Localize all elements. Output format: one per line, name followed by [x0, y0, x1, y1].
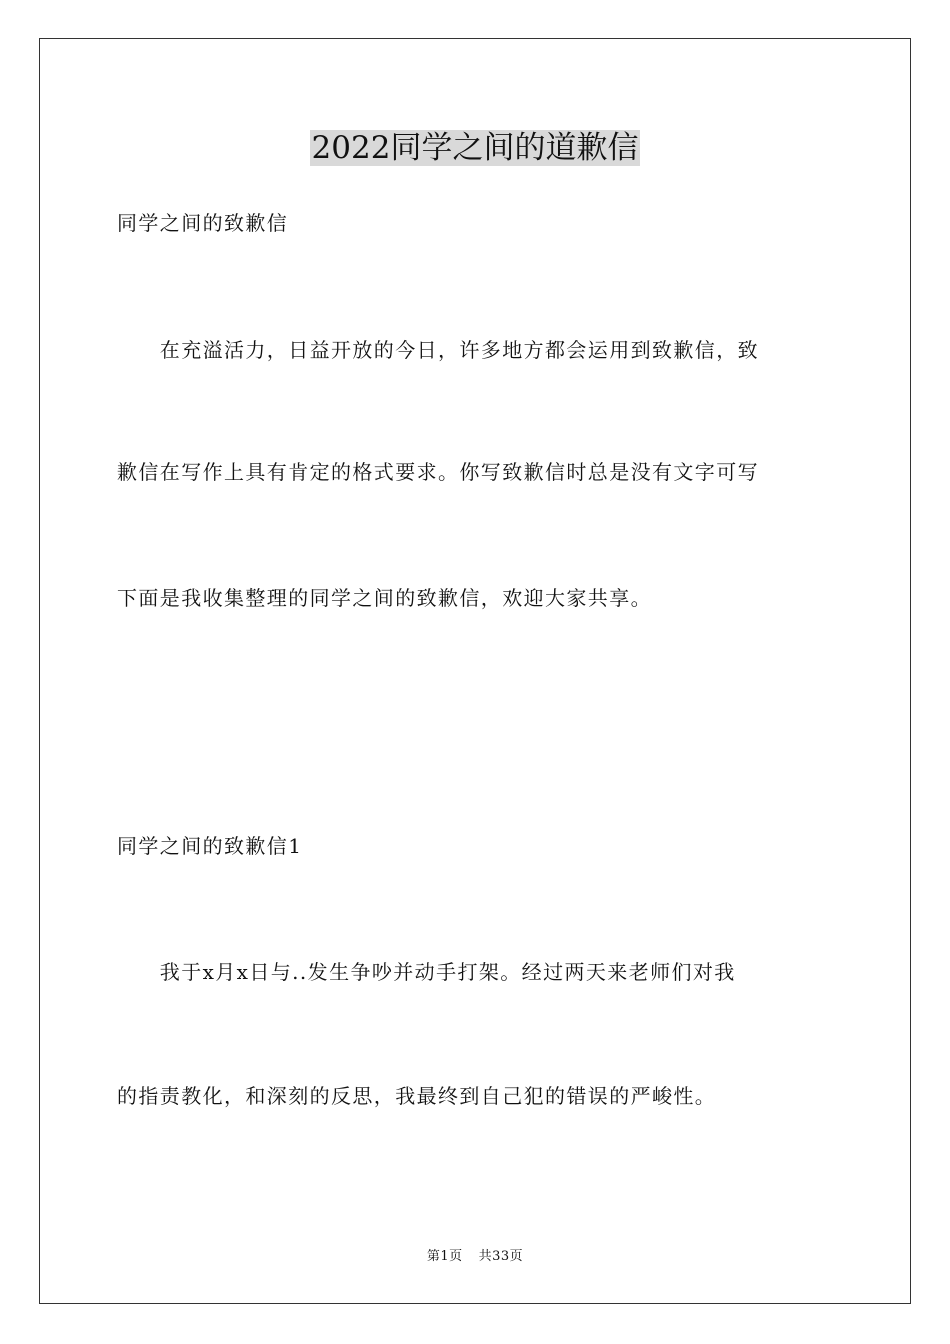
- paragraph-line: 在充溢活力，日益开放的今日，许多地方都会运用到致歉信，致: [117, 338, 759, 362]
- total-pages: 共33页: [478, 1249, 524, 1264]
- page-footer: [0, 1248, 950, 1266]
- document-title: [0, 128, 950, 168]
- paragraph-line: 的指责教化，和深刻的反思，我最终到自己犯的错误的严峻性。: [117, 1084, 717, 1108]
- document-subtitle: 同学之间的致歉信: [117, 211, 289, 235]
- section-heading: 同学之间的致歉信1: [117, 834, 303, 858]
- document-title-text: 2022同学之间的道歉信: [311, 130, 639, 166]
- paragraph-line: 歉信在写作上具有肯定的格式要求。你写致歉信时总是没有文字可写: [117, 460, 759, 484]
- page-number: 第1页: [426, 1249, 463, 1264]
- paragraph-line: 下面是我收集整理的同学之间的致歉信，欢迎大家共享。: [117, 586, 652, 610]
- paragraph-line: 我于x月x日与..发生争吵并动手打架。经过两天来老师们对我: [117, 960, 736, 984]
